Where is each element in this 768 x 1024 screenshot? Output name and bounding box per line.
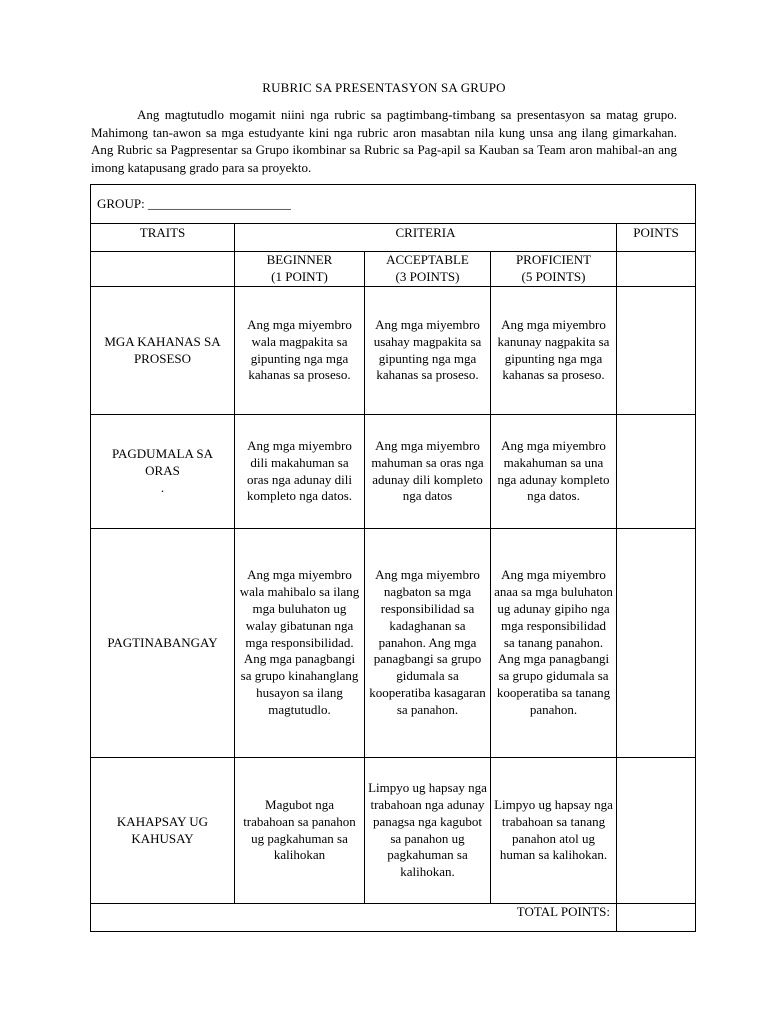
level-name: BEGINNER [266, 252, 333, 267]
level-blank-cell [91, 252, 235, 287]
criteria-cell-acceptable: Ang mga miyembro usahay magpakita sa gipunting nga mga kahanas sa proseso. [365, 287, 491, 415]
level-proficient [491, 252, 617, 287]
rubric-table [90, 184, 696, 932]
header-traits: TRAITS [91, 224, 235, 252]
points-cell[interactable] [617, 287, 696, 415]
criteria-cell-acceptable: Ang mga miyembro nagbaton sa mga responsibilidad sa kadaghanan sa panahon. Ang mga panagbangi sa grupo gidumala sa kooperatiba kasagaran sa panahon. [365, 529, 491, 758]
criteria-cell-acceptable: Ang mga miyembro mahuman sa oras nga adunay dili kompleto nga datos [365, 415, 491, 529]
points-cell[interactable] [617, 758, 696, 904]
level-points: (1 POINT) [271, 268, 328, 284]
criteria-cell-beginner: Ang mga miyembro wala magpakita sa gipunting nga mga kahanas sa proseso. [235, 287, 365, 415]
criteria-cell-proficient: Limpyo ug hapsay nga trabahoan sa tanang panahon atol ug human sa kalihokan. [491, 758, 617, 904]
trait-cell [91, 415, 235, 529]
trait-cell: KAHAPSAY UG KAHUSAY [91, 758, 235, 904]
total-points-cell[interactable] [617, 904, 696, 932]
points-cell[interactable] [617, 529, 696, 758]
group-row [91, 185, 696, 224]
table-row [91, 287, 696, 415]
level-name: PROFICIENT [515, 252, 592, 267]
criteria-cell-beginner: Ang mga miyembro wala mahibalo sa ilang mga buluhaton ug walay gibatunan nga mga responsibilidad. Ang mga panagbangi sa grupo kinahanglang husayon sa ilang magtutudlo. [235, 529, 365, 758]
criteria-cell-proficient: Ang mga miyembro anaa sa mga buluhaton ug adunay gipiho nga mga responsibilidad sa tanang panahon. Ang mga panagbangi sa grupo gidumala sa kooperatiba sa tanang panahon. [491, 529, 617, 758]
trait-dot: . [160, 479, 165, 495]
level-acceptable [365, 252, 491, 287]
total-points-label: TOTAL POINTS: [91, 904, 617, 932]
level-points: (5 POINTS) [521, 268, 586, 284]
criteria-cell-proficient: Ang mga miyembro kanunay nagpakita sa gipunting nga mga kahanas sa proseso. [491, 287, 617, 415]
criteria-cell-beginner: Magubot nga trabahoan sa panahon ug pagkahuman sa kalihokan [235, 758, 365, 904]
total-row [91, 904, 696, 932]
criteria-cell-acceptable: Limpyo ug hapsay nga trabahoan nga adunay panagsa nga kagubot sa panahon ug pagkahuman sa kalihokan. [365, 758, 491, 904]
table-row [91, 758, 696, 904]
points-cell[interactable] [617, 415, 696, 529]
criteria-cell-beginner: Ang mga miyembro dili makahuman sa oras nga adunay dili kompleto nga datos. [235, 415, 365, 529]
header-row [91, 224, 696, 252]
criteria-cell-proficient: Ang mga miyembro makahuman sa una nga adunay kompleto nga datos. [491, 415, 617, 529]
level-name: ACCEPTABLE [386, 252, 469, 267]
trait-cell: PAGTINABANGAY [91, 529, 235, 758]
page-title: RUBRIC SA PRESENTASYON SA GRUPO [262, 80, 506, 95]
trait-cell: MGA KAHANAS SA PROSESO [91, 287, 235, 415]
group-label: GROUP: ______________________ [91, 185, 696, 224]
table-row [91, 529, 696, 758]
header-criteria: CRITERIA [235, 224, 617, 252]
trait-label: PAGDUMALA SA ORAS [111, 446, 214, 479]
intro-paragraph: Ang magtutudlo mogamit niini nga rubric sa pagtimbang-timbang sa presentasyon sa matag grupo. Mahimong tan-awon sa mga estudyante kini nga rubric aron masabtan nila kung unsa ang ilang gimarkahan. Ang Rubric sa Pagpresentar sa Grupo ikombinar sa Rubric sa Pag-apil sa Kauban sa Team aron mahibal-an ang imong katapusang grado para sa proyekto. [91, 107, 677, 175]
level-points: (3 POINTS) [395, 268, 460, 284]
header-points: POINTS [617, 224, 696, 252]
level-row [91, 252, 696, 287]
level-points-blank-cell [617, 252, 696, 287]
level-beginner [235, 252, 365, 287]
table-row [91, 415, 696, 529]
